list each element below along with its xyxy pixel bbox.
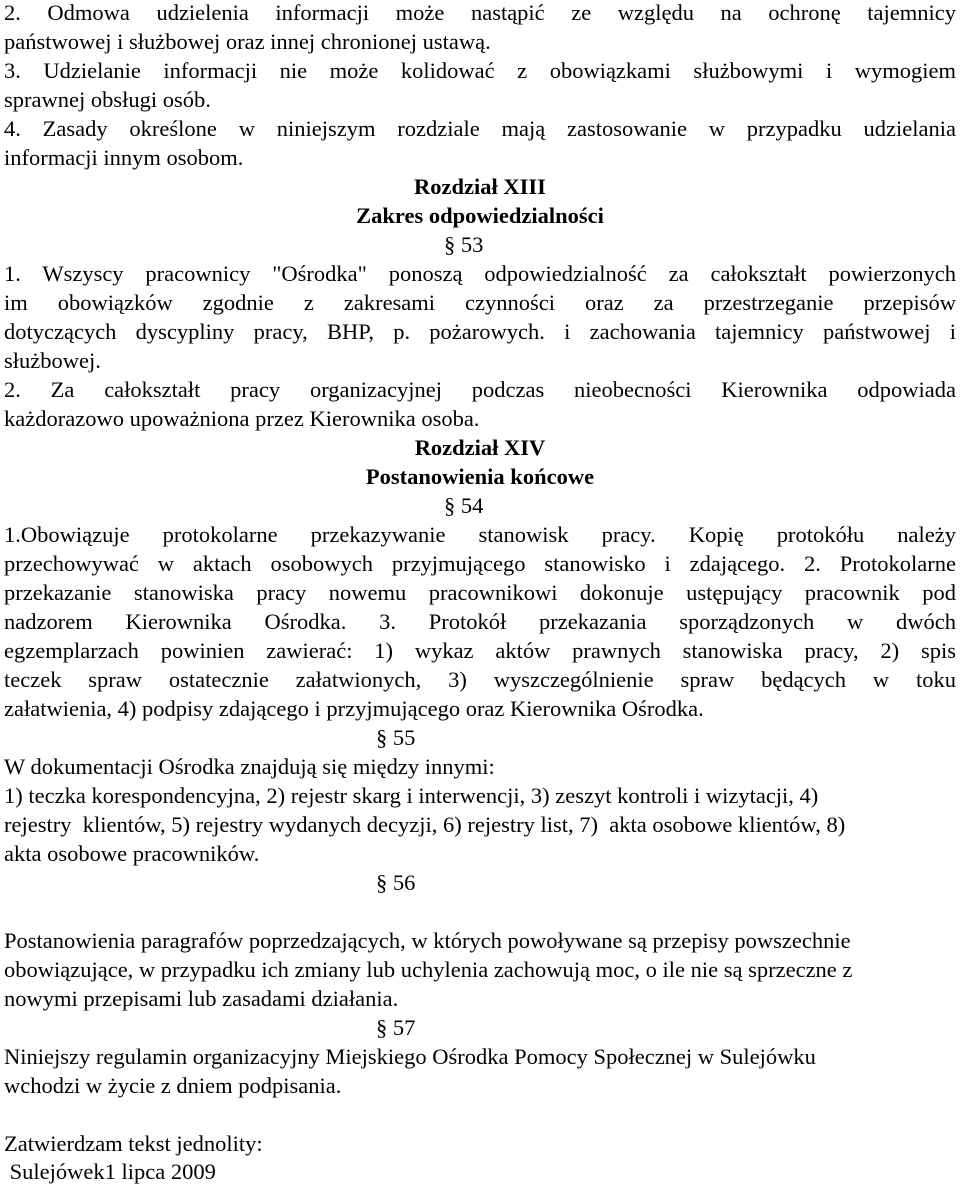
text-line: przechowywać w aktach osobowych przyjmującego stanowisko i zdającego. 2. Protokolarne [4, 551, 956, 576]
chapter-heading: Rozdział XIV [414, 435, 546, 460]
place-date-line: Sulejówek1 lipca 2009 [4, 1159, 216, 1184]
text-line: służbowej. [4, 348, 101, 373]
text-line: akta osobowe pracowników. [4, 841, 260, 866]
text-line: im obowiązków zgodnie z zakresami czynności oraz za przestrzeganie przepisów [4, 290, 956, 315]
text-line: każdorazowo upoważniona przez Kierownika osoba. [4, 406, 480, 431]
approval-line: Zatwierdzam tekst jednolity: [4, 1131, 263, 1156]
chapter-title: Zakres odpowiedzialności [356, 203, 604, 228]
text-line: teczek spraw ostatecznie załatwionych, 3) wyszczególnienie spraw będących w toku [4, 667, 956, 692]
text-line: sprawnej obsługi osób. [4, 87, 211, 112]
text-line: 4. Zasady określone w niniejszym rozdziale mają zastosowanie w przypadku udzielania [4, 116, 956, 141]
text-line: rejestry klientów, 5) rejestry wydanych decyzji, 6) rejestry list, 7) akta osobowe klientów, 8) [4, 812, 846, 837]
paragraph-number: § 57 [376, 1015, 416, 1040]
paragraph-number: § 55 [376, 725, 416, 750]
paragraph-number: § 56 [376, 870, 416, 895]
text-line: wchodzi w życie z dniem podpisania. [4, 1073, 342, 1098]
chapter-title: Postanowienia końcowe [365, 464, 595, 489]
paragraph-number: § 53 [444, 232, 484, 257]
text-line: 1. Wszyscy pracownicy "Ośrodka" ponoszą odpowiedzialność za całokształt powierzonych [4, 261, 956, 286]
paragraph-number: § 54 [444, 493, 484, 518]
text-line: załatwienia, 4) podpisy zdającego i przyjmującego oraz Kierownika Ośrodka. [4, 696, 704, 721]
text-line: państwowej i służbowej oraz innej chronionej ustawą. [4, 29, 491, 54]
text-line: nowymi przepisami lub zasadami działania. [4, 986, 399, 1011]
text-line: egzemplarzach powinien zawierać: 1) wykaz aktów prawnych stanowiska pracy, 2) spis [4, 638, 956, 663]
text-line: Postanowienia paragrafów poprzedzających, w których powoływane są przepisy powszechnie [4, 928, 851, 953]
text-line: 2. Odmowa udzielenia informacji może nastąpić ze względu na ochronę tajemnicy [4, 0, 956, 25]
chapter-heading: Rozdział XIII [414, 174, 546, 199]
text-line: przekazanie stanowiska pracy nowemu pracownikowi dokonuje ustępujący pracownik pod [4, 580, 956, 605]
text-line: informacji innym osobom. [4, 145, 244, 170]
text-line: obowiązujące, w przypadku ich zmiany lub uchylenia zachowują moc, o ile nie są sprzeczne z [4, 957, 853, 982]
text-line: 1) teczka korespondencyjna, 2) rejestr skarg i interwencji, 3) zeszyt kontroli i wizytacji, 4) [4, 783, 819, 808]
text-line: 3. Udzielanie informacji nie może kolidować z obowiązkami służbowymi i wymogiem [4, 58, 956, 83]
text-line: 1.Obowiązuje protokolarne przekazywanie stanowisk pracy. Kopię protokółu należy [4, 522, 956, 547]
text-line: nadzorem Kierownika Ośrodka. 3. Protokół przekazania sporządzonych w dwóch [4, 609, 956, 634]
text-line: 2. Za całokształt pracy organizacyjnej podczas nieobecności Kierownika odpowiada [4, 377, 956, 402]
text-line: Niniejszy regulamin organizacyjny Miejskiego Ośrodka Pomocy Społecznej w Sulejówku [4, 1044, 816, 1069]
text-line: W dokumentacji Ośrodka znajdują się między innymi: [4, 754, 495, 779]
text-line: dotyczących dyscypliny pracy, BHP, p. pożarowych. i zachowania tajemnicy państwowej i [4, 319, 956, 344]
